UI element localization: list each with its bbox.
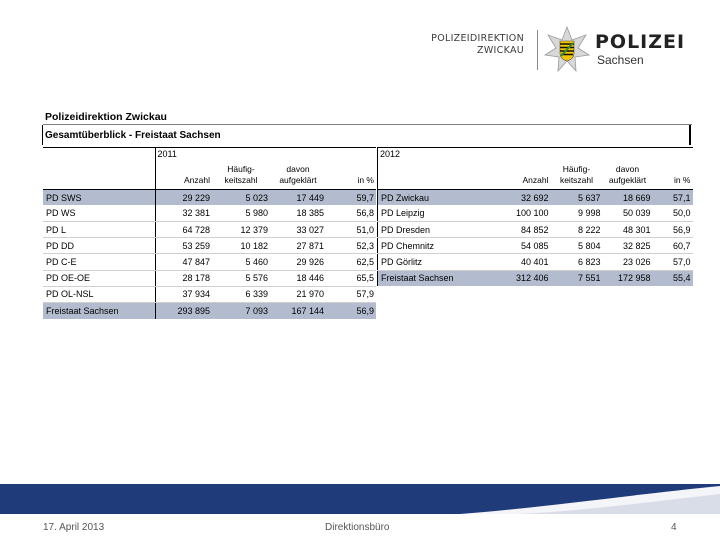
cell-prozent: 57,9	[326, 286, 376, 302]
table-row-total	[43, 303, 376, 319]
cell-prozent: 51,0	[326, 222, 376, 238]
cell-hz: 5 980	[212, 205, 270, 221]
cell-hz: 5 023	[212, 189, 270, 205]
cell-hz: 5 576	[212, 270, 270, 286]
page-title: Polizeidirektion Zwickau	[45, 111, 167, 123]
row-name: PD OE-OE	[43, 270, 155, 286]
cell-prozent: 57,0	[653, 254, 693, 270]
col-header-aufgeklaert	[603, 164, 653, 190]
page-number: 4	[671, 522, 677, 533]
header-row	[378, 164, 693, 190]
header-line: davon	[615, 163, 640, 174]
col-header-haeufigkeitszahl	[212, 164, 270, 190]
row-name: PD OL-NSL	[43, 286, 155, 302]
table-row-total	[378, 270, 693, 286]
footer-date: 17. April 2013	[43, 522, 105, 533]
row-name: Freistaat Sachsen	[378, 270, 493, 286]
logo-divider	[537, 30, 538, 70]
year-row	[378, 148, 693, 164]
header-line: Häufig-	[562, 163, 591, 174]
row-name: PD DD	[43, 238, 155, 254]
cell-prozent: 60,7	[653, 238, 693, 254]
cell-aufgeklaert: 50 039	[603, 205, 653, 221]
table-row	[378, 189, 693, 205]
cell-hz: 6 823	[551, 254, 603, 270]
frame-right	[689, 125, 691, 145]
page-subtitle: Gesamtüberblick - Freistaat Sachsen	[45, 130, 221, 141]
cell-aufgeklaert: 29 926	[270, 254, 326, 270]
row-name: PD Dresden	[378, 222, 493, 238]
row-name: PD Görlitz	[378, 254, 493, 270]
table-row	[378, 254, 693, 270]
row-name: PD Chemnitz	[378, 238, 493, 254]
cell-aufgeklaert: 48 301	[603, 222, 653, 238]
row-name: PD SWS	[43, 189, 155, 205]
cell-aufgeklaert: 21 970	[270, 286, 326, 302]
cell-hz: 12 379	[212, 222, 270, 238]
cell-prozent: 59,7	[326, 189, 376, 205]
col-header-prozent: in %	[326, 164, 376, 190]
cell-anzahl: 54 085	[493, 238, 551, 254]
cell-prozent: 56,9	[326, 303, 376, 319]
directorate-line-2: ZWICKAU	[477, 45, 524, 56]
cell-prozent: 56,9	[653, 222, 693, 238]
directorate-name	[420, 33, 524, 57]
cell-hz: 9 998	[551, 205, 603, 221]
brand-region: Sachsen	[597, 53, 644, 67]
header-line: aufgeklärt	[279, 174, 317, 185]
cell-hz: 10 182	[212, 238, 270, 254]
cell-hz: 7 093	[212, 303, 270, 319]
cell-prozent: 65,5	[326, 270, 376, 286]
table-row	[43, 254, 376, 270]
cell-aufgeklaert: 167 144	[270, 303, 326, 319]
table-row	[43, 222, 376, 238]
row-name: PD L	[43, 222, 155, 238]
cell-anzahl: 37 934	[155, 286, 212, 302]
col-header-anzahl: Anzahl	[155, 164, 212, 190]
cell-prozent: 55,4	[653, 270, 693, 286]
rows-2012	[378, 189, 693, 286]
header-line: aufgeklärt	[608, 174, 647, 185]
col-header-haeufigkeitszahl	[551, 164, 603, 190]
table-row	[43, 270, 376, 286]
cell-prozent: 56,8	[326, 205, 376, 221]
cell-prozent: 50,0	[653, 205, 693, 221]
table-2012	[377, 147, 693, 286]
rows-2011	[43, 189, 376, 319]
cell-prozent: 57,1	[653, 189, 693, 205]
cell-aufgeklaert: 172 958	[603, 270, 653, 286]
col-header-aufgeklaert	[270, 164, 326, 190]
table-row	[378, 222, 693, 238]
cell-hz: 5 460	[212, 254, 270, 270]
cell-prozent: 62,5	[326, 254, 376, 270]
year-row	[43, 148, 376, 164]
cell-hz: 5 637	[551, 189, 603, 205]
cell-aufgeklaert: 33 027	[270, 222, 326, 238]
cell-anzahl: 47 847	[155, 254, 212, 270]
table-row	[378, 205, 693, 221]
row-name: PD Leipzig	[378, 205, 493, 221]
row-name: PD WS	[43, 205, 155, 221]
cell-anzahl: 32 381	[155, 205, 212, 221]
cell-aufgeklaert: 32 825	[603, 238, 653, 254]
table-2011	[43, 147, 376, 319]
header-line: davon	[286, 163, 310, 174]
header-line: keitszahl	[559, 174, 594, 185]
table-row	[43, 286, 376, 302]
cell-anzahl: 28 178	[155, 270, 212, 286]
col-header-prozent: in %	[653, 164, 693, 190]
table-row	[43, 238, 376, 254]
row-name: PD C-E	[43, 254, 155, 270]
cell-anzahl: 53 259	[155, 238, 212, 254]
row-name: Freistaat Sachsen	[43, 303, 155, 319]
cell-aufgeklaert: 17 449	[270, 189, 326, 205]
table-row	[43, 189, 376, 205]
cell-anzahl: 84 852	[493, 222, 551, 238]
frame-left	[42, 125, 43, 145]
table-row	[378, 238, 693, 254]
cell-hz: 7 551	[551, 270, 603, 286]
row-name: PD Zwickau	[378, 189, 493, 205]
brand-polizei: POLIZEI	[595, 31, 686, 53]
cell-anzahl: 100 100	[493, 205, 551, 221]
cell-hz: 8 222	[551, 222, 603, 238]
cell-hz: 5 804	[551, 238, 603, 254]
header-line: keitszahl	[224, 174, 258, 185]
cell-hz: 6 339	[212, 286, 270, 302]
year-2012: 2012	[378, 148, 693, 164]
table-row	[43, 205, 376, 221]
title-divider	[43, 124, 692, 125]
directorate-line-1: POLIZEIDIREKTION	[431, 33, 524, 44]
cell-aufgeklaert: 23 026	[603, 254, 653, 270]
cell-aufgeklaert: 18 385	[270, 205, 326, 221]
year-2011: 2011	[155, 148, 376, 164]
col-header-anzahl: Anzahl	[493, 164, 551, 190]
header-line: Häufig-	[227, 163, 255, 174]
header-row	[43, 164, 376, 190]
footer-wave-band	[0, 484, 720, 514]
cell-prozent: 52,3	[326, 238, 376, 254]
cell-anzahl: 40 401	[493, 254, 551, 270]
cell-anzahl: 312 406	[493, 270, 551, 286]
cell-aufgeklaert: 18 669	[603, 189, 653, 205]
cell-anzahl: 64 728	[155, 222, 212, 238]
cell-aufgeklaert: 18 446	[270, 270, 326, 286]
cell-anzahl: 29 229	[155, 189, 212, 205]
cell-anzahl: 293 895	[155, 303, 212, 319]
cell-anzahl: 32 692	[493, 189, 551, 205]
cell-aufgeklaert: 27 871	[270, 238, 326, 254]
footer-department: Direktionsbüro	[325, 522, 390, 533]
police-star-icon	[544, 26, 590, 72]
